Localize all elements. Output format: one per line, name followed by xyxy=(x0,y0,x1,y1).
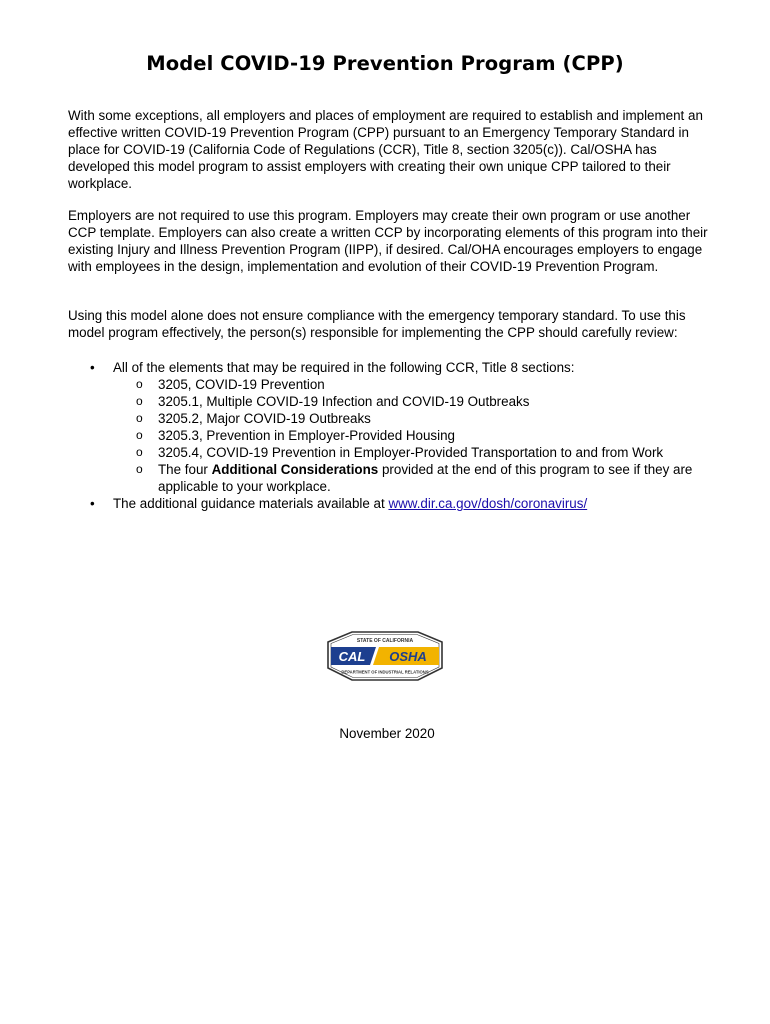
sub-list-item xyxy=(113,393,718,410)
sub-list-item-text: 3205.2, Major COVID-19 Outbreaks xyxy=(158,411,371,426)
cal-osha-logo xyxy=(322,628,448,684)
sub-list-item-text: 3205.4, COVID-19 Prevention in Employer-Provided Transportation to and from Work xyxy=(158,445,664,460)
list-item-text: All of the elements that may be required in the following CCR, Title 8 sections: xyxy=(113,360,575,375)
logo-cal-text: CAL xyxy=(338,649,366,664)
sub-list-item-text: 3205, COVID-19 Prevention xyxy=(158,377,325,392)
compliance-paragraph: Using this model alone does not ensure compliance with the emergency temporary standard. To use this model program effectively, the person(s) responsible for implementing the CPP should carefully review: xyxy=(68,308,686,340)
circle-bullet-icon: o xyxy=(136,462,143,476)
circle-bullet-icon: o xyxy=(136,377,143,391)
sub-list-item xyxy=(113,376,718,393)
sub-list-item xyxy=(113,461,718,495)
optional-use-paragraph: Employers are not required to use this program. Employers may create their own program or use another CCP template. Employers can also create a written CCP by incorporating elements of this program into their existing Injury and Illness Prevention Program (IIPP), if desired. Cal/OHA encourages employers to engage with employees in the design, implementation and evolution of their COVID-19 Prevention Program. xyxy=(68,208,708,274)
circle-bullet-icon: o xyxy=(136,394,143,408)
sub-list-item-text: 3205.1, Multiple COVID-19 Infection and COVID-19 Outbreaks xyxy=(158,394,530,409)
ccr-sections-list xyxy=(113,376,718,495)
sub-list-item xyxy=(113,410,718,427)
logo-osha-text: OSHA xyxy=(389,649,427,664)
list-item xyxy=(68,495,718,512)
circle-bullet-icon: o xyxy=(136,428,143,442)
page-title: Model COVID-19 Prevention Program (CPP) xyxy=(146,52,624,75)
circle-bullet-icon: o xyxy=(136,445,143,459)
publication-date: November 2020 xyxy=(339,726,435,741)
additional-considerations-bold: Additional Considerations xyxy=(211,462,379,477)
intro-paragraph: With some exceptions, all employers and places of employment are required to establish and implement an effective written COVID-19 Prevention Program (CPP) pursuant to an Emergency Temporary Standard in place for COVID-19 (California Code of Regulations (CCR), Title 8, section 3205(c)). Cal/OSHA has developed this model program to assist employers with creating their own unique CPP tailored to their workplace. xyxy=(68,108,703,191)
logo-bottom-text: DEPARTMENT OF INDUSTRIAL RELATIONS xyxy=(341,669,429,675)
review-list xyxy=(68,359,718,512)
bullet-icon: • xyxy=(90,360,95,375)
sub-list-item xyxy=(113,444,718,461)
bullet-icon: • xyxy=(90,496,95,511)
list-item xyxy=(68,359,718,495)
circle-bullet-icon: o xyxy=(136,411,143,425)
guidance-link[interactable]: www.dir.ca.gov/dosh/coronavirus/ xyxy=(388,496,588,511)
sub-list-item-text: 3205.3, Prevention in Employer-Provided Housing xyxy=(158,428,455,443)
logo-top-text: STATE OF CALIFORNIA xyxy=(356,638,414,644)
sub-list-item-text-after: provided at the end of this program to see if they are applicable to your workplace. xyxy=(158,462,693,494)
sub-list-item-text-before: The four xyxy=(158,462,212,477)
sub-list-item xyxy=(113,427,718,444)
list-item-text: The additional guidance materials available at xyxy=(113,496,389,511)
